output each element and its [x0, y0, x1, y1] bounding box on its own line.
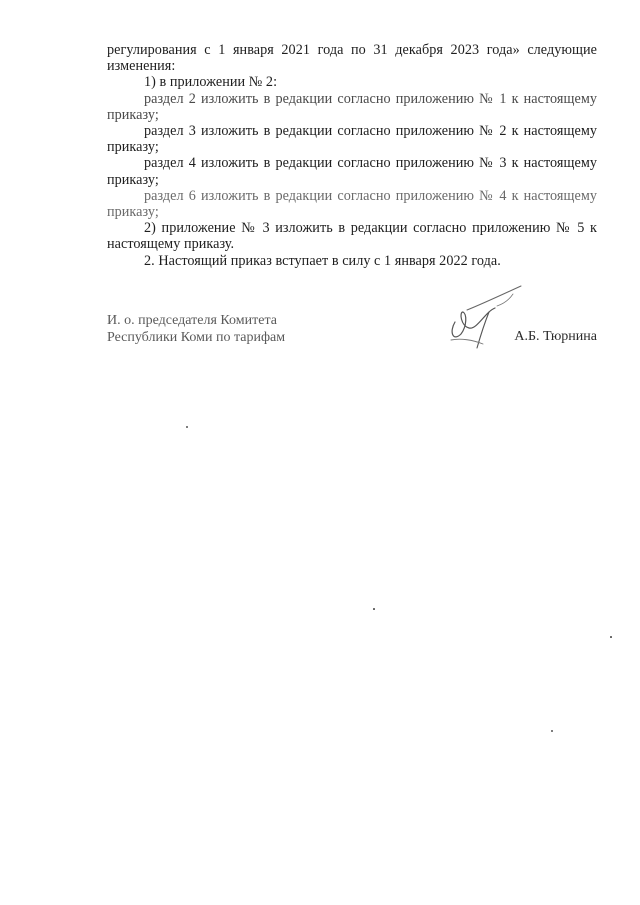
signer-name: А.Б. Тюрнина — [514, 329, 597, 344]
paragraph-item-1b: раздел 3 изложить в редакции согласно приложению № 2 к настоящему приказу; — [107, 123, 597, 156]
paragraph-intro: регулирования с 1 января 2021 года по 31 декабря 2023 года» следующие изменения: — [107, 42, 597, 75]
signature-block — [107, 312, 597, 372]
scan-speck — [373, 608, 375, 610]
paragraph-point-2: 2. Настоящий приказ вступает в силу с 1 января 2022 года. — [144, 252, 501, 269]
scan-speck — [551, 730, 553, 732]
scan-speck — [610, 636, 612, 638]
signer-title — [107, 312, 285, 346]
paragraph-item-1a: раздел 2 изложить в редакции согласно приложению № 1 к настоящему приказу; — [107, 90, 597, 123]
paragraph-item-1c: раздел 4 изложить в редакции согласно приложению № 3 к настоящему приказу; — [107, 155, 597, 188]
scan-speck — [186, 426, 188, 428]
signer-title-line-1: И. о. председателя Комитета — [107, 313, 277, 328]
paragraph-item-1d: раздел 6 изложить в редакции согласно приложению № 4 к настоящему приказу; — [107, 187, 597, 221]
paragraph-item-1: 1) в приложении № 2: — [144, 74, 278, 91]
document-body — [107, 42, 597, 269]
paragraph-item-2: 2) приложение № 3 изложить в редакции согласно приложению № 5 к настоящему приказу. — [107, 220, 597, 253]
signer-title-line-2: Республики Коми по тарифам — [107, 330, 286, 345]
